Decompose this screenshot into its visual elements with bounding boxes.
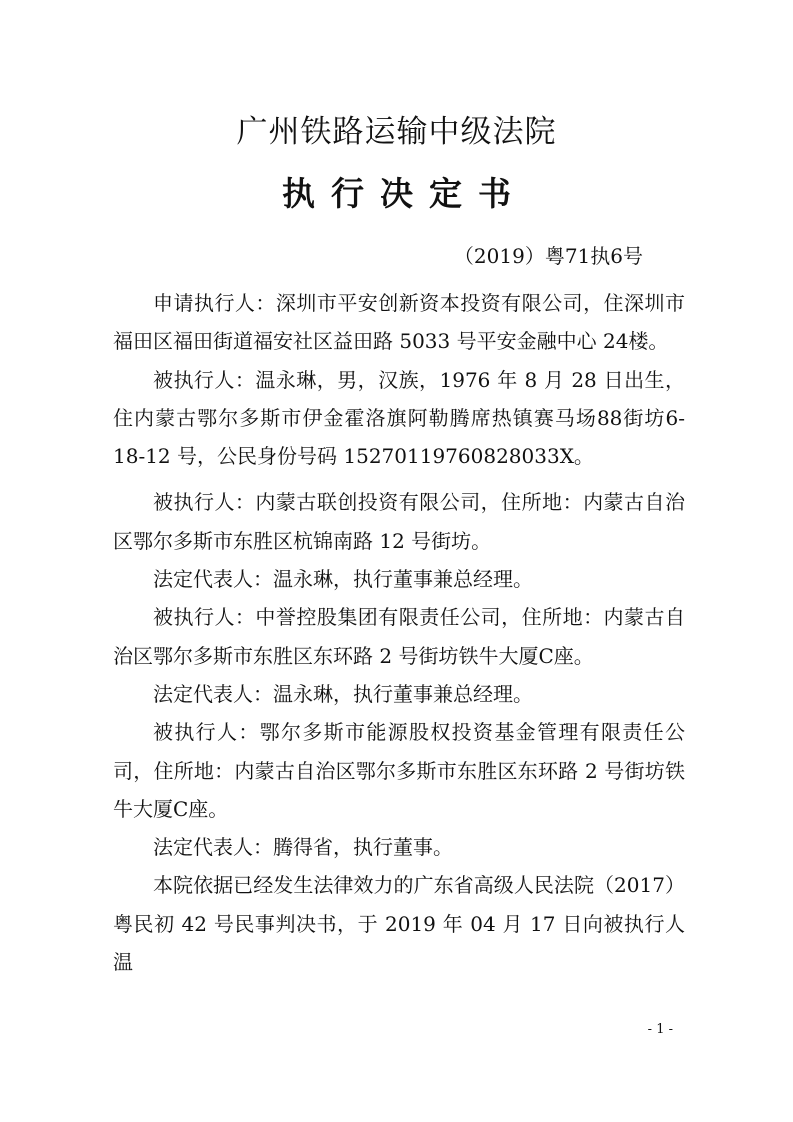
paragraph-applicant: 申请执行人：深圳市平安创新资本投资有限公司，住深圳市福田区福田街道福安社区益田路 5033 号平安金融中心 24楼。 <box>113 291 685 354</box>
paragraph-legal-rep-lianchuang: 法定代表人：温永琳，执行董事兼总经理。 <box>153 567 533 592</box>
paragraph-legal-rep-energy-fund: 法定代表人：腾得省，执行董事。 <box>153 835 453 860</box>
document-title: 执行决定书 <box>282 174 527 213</box>
paragraph-respondent-zhongyu: 被执行人：中誉控股集团有限责任公司，住所地：内蒙古自治区鄂尔多斯市东胜区东环路 2 号街坊铁牛大厦C座。 <box>113 605 685 668</box>
paragraph-respondent-person: 被执行人：温永琳，男，汉族，1976 年 8 月 28 日出生，住内蒙古鄂尔多斯市伊金霍洛旗阿勒腾席热镇赛马场88街坊6-18-12 号，公民身份号码 15270119760828033X。 <box>113 367 685 469</box>
paragraph-basis: 本院依据已经发生法律效力的广东省高级人民法院（2017）粤民初 42 号民事判决书，于 2019 年 04 月 17 日向被执行人温 <box>113 873 685 975</box>
paragraph-respondent-lianchuang: 被执行人：内蒙古联创投资有限公司，住所地：内蒙古自治区鄂尔多斯市东胜区杭锦南路 12 号街坊。 <box>113 490 685 553</box>
paragraph-legal-rep-zhongyu: 法定代表人：温永琳，执行董事兼总经理。 <box>153 681 533 706</box>
paragraph-respondent-energy-fund: 被执行人：鄂尔多斯市能源股权投资基金管理有限责任公司，住所地：内蒙古自治区鄂尔多斯市东胜区东环路 2 号街坊铁牛大厦C座。 <box>113 720 685 821</box>
case-number: （2019）粤71执6号 <box>453 244 643 268</box>
page-number: - 1 - <box>647 1022 673 1037</box>
document-body <box>113 284 685 981</box>
court-name: 广州铁路运输中级法院 <box>236 114 557 150</box>
